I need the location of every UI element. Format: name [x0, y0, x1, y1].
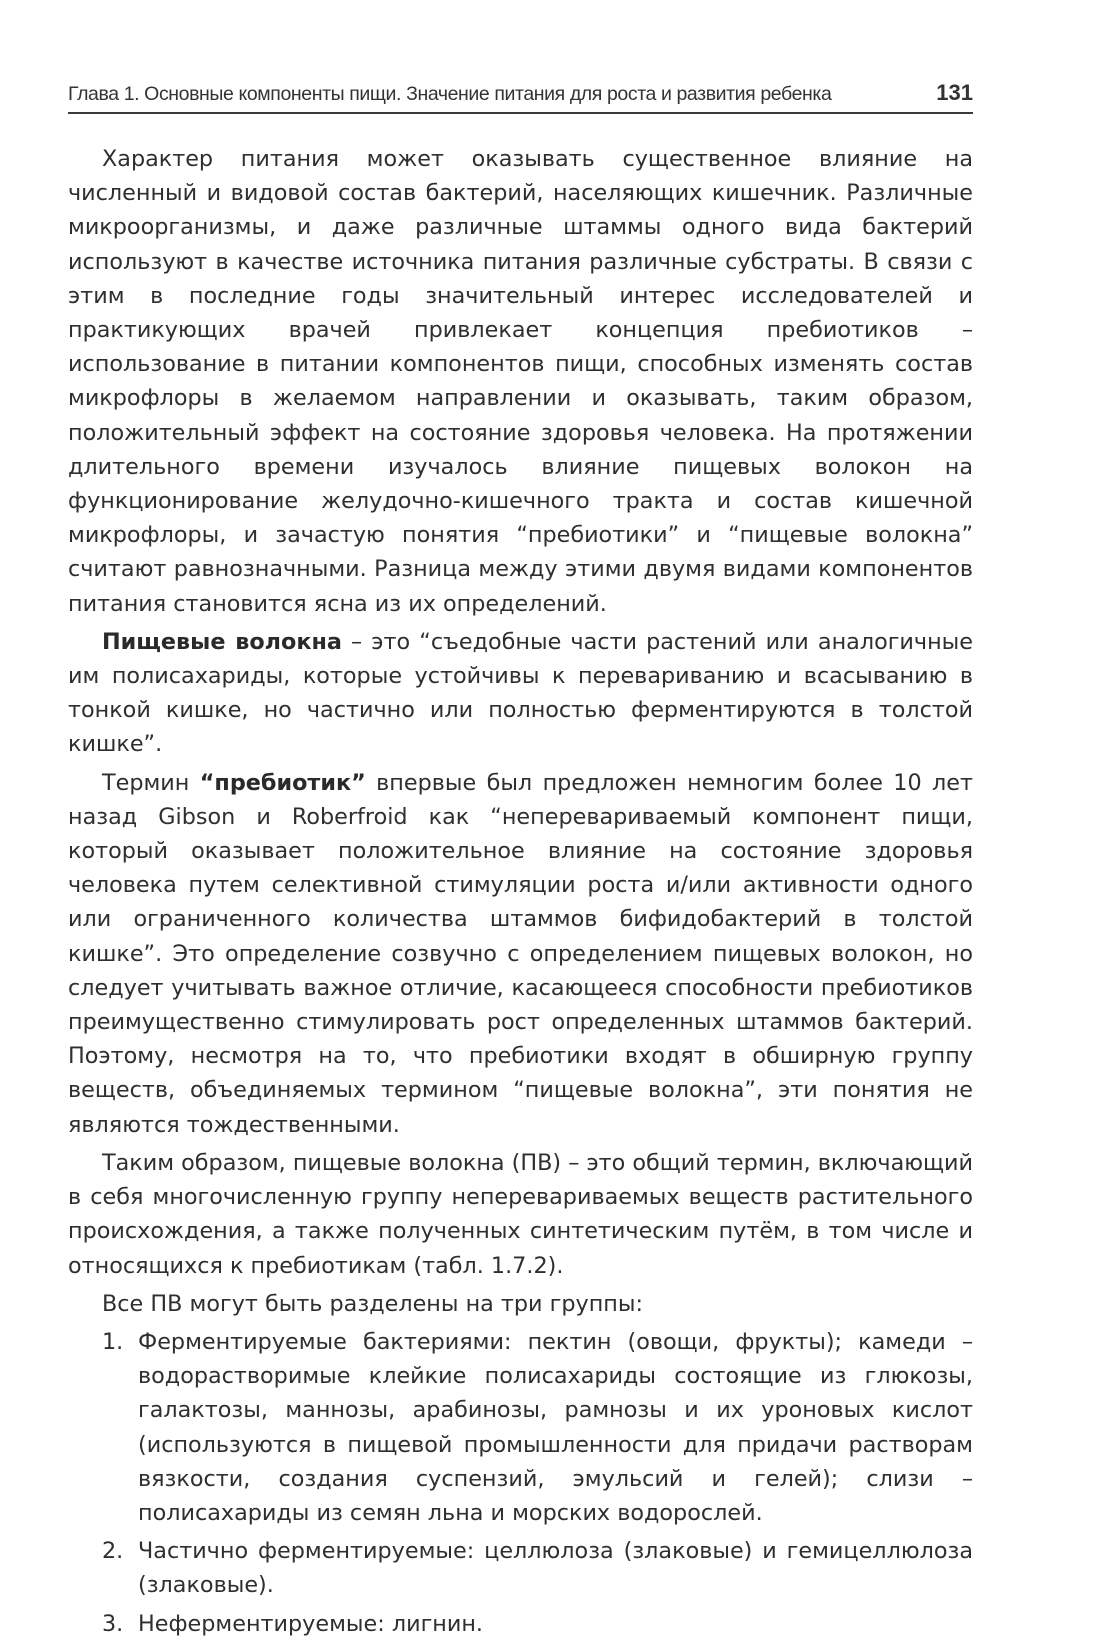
paragraph-intro	[68, 142, 973, 621]
term-dietary-fiber: Пищевые волокна	[102, 628, 342, 655]
paragraph-groups-intro-text: Все ПВ могут быть разделены на три группы:	[102, 1290, 643, 1317]
list-item-text: Ферментируемые бактериями: пектин (овощи, фрукты); камеди – водорастворимые клейкие полисахариды состоящие из глюкозы, галактозы, маннозы, арабинозы, рамнозы и их уроновых кислот (используются в пищевой промышленности для придачи растворам вязкости, создания суспензий, эмульсий и гелей); слизи – полисахариды из семян льна и морских водорослей.	[138, 1328, 973, 1526]
paragraph-summary	[68, 1146, 973, 1283]
paragraph-intro-text: Характер питания может оказывать существенное влияние на численный и видовой состав бактерий, населяющих кишечник. Различные микроорганизмы, и даже различные штаммы одного вида бактерий используют в качестве источника питания различные субстраты. В связи с этим в последние годы значительный интерес исследователей и практикующих врачей привлекает концепция пребиотиков – использование в питании компонентов пищи, способных изменять состав микрофлоры в желаемом направлении и оказывать, таким образом, положительный эффект на состояние здоровья человека. На протяжении длительного времени изучалось влияние пищевых волокон на функционирование желудочно-кишечного тракта и состав кишечной микрофлоры, и зачастую понятия “пребиотики” и “пищевые волокна” считают равнозначными. Разница между этими двумя видами компонентов питания становится ясна из их определений.	[68, 146, 973, 617]
definition-dietary-fiber-text: – это “съедобные части растений или аналогичные им полисахариды, которые устойчивы к перевариванию и всасыванию в тонкой кишке, но частично или полностью ферментируются в толстой кишке”.	[68, 628, 973, 758]
fiber-groups-list	[68, 1325, 973, 1641]
prebiotic-lead-text: Термин	[102, 769, 200, 796]
list-item-number: 1.	[102, 1328, 124, 1355]
list-item-text: Частично ферментируемые: целлюлоза (злаковые) и гемицеллюлоза (злаковые).	[138, 1538, 973, 1599]
term-prebiotic: “пребиотик”	[199, 769, 366, 796]
body-text	[68, 142, 973, 1641]
definition-prebiotic-text: впервые был предложен немногим более 10 лет назад Gibson и Roberfroid как “неперевариваемый компонент пищи, который оказывает положительное влияние на состояние здоровья человека путем селективной стимуляции роста и/или активности одного или ограниченного количества штаммов бифидобактерий в толстой кишке”. Это определение созвучно с определением пищевых волокон, но следует учитывать важное отличие, касающееся способности пребиотиков преимущественно стимулировать рост определенных штаммов бактерий. Поэтому, несмотря на то, что пребиотики входят в обширную группу веществ, объединяемых термином “пищевые волокна”, эти понятия не являются тождественными.	[68, 769, 973, 1138]
paragraph-prebiotic-definition	[68, 766, 973, 1142]
paragraph-groups-intro	[68, 1287, 973, 1321]
list-item	[68, 1325, 973, 1530]
running-header	[68, 80, 973, 114]
list-item	[68, 1607, 973, 1641]
paragraph-dietary-fiber-definition	[68, 625, 973, 762]
book-page	[68, 80, 973, 1641]
page-number: 131	[936, 80, 973, 105]
list-item-number: 3.	[102, 1610, 124, 1637]
list-item-text: Неферментируемые: лигнин.	[138, 1610, 484, 1637]
list-item	[68, 1534, 973, 1602]
list-item-number: 2.	[102, 1538, 124, 1565]
running-title: Глава 1. Основные компоненты пищи. Значение питания для роста и развития ребенка	[68, 83, 832, 105]
paragraph-summary-text: Таким образом, пищевые волокна (ПВ) – это общий термин, включающий в себя многочисленную группу неперевариваемых веществ растительного происхождения, а также полученных синтетическим путём, в том числе и относящихся к пребиотикам (табл. 1.7.2).	[68, 1149, 974, 1279]
